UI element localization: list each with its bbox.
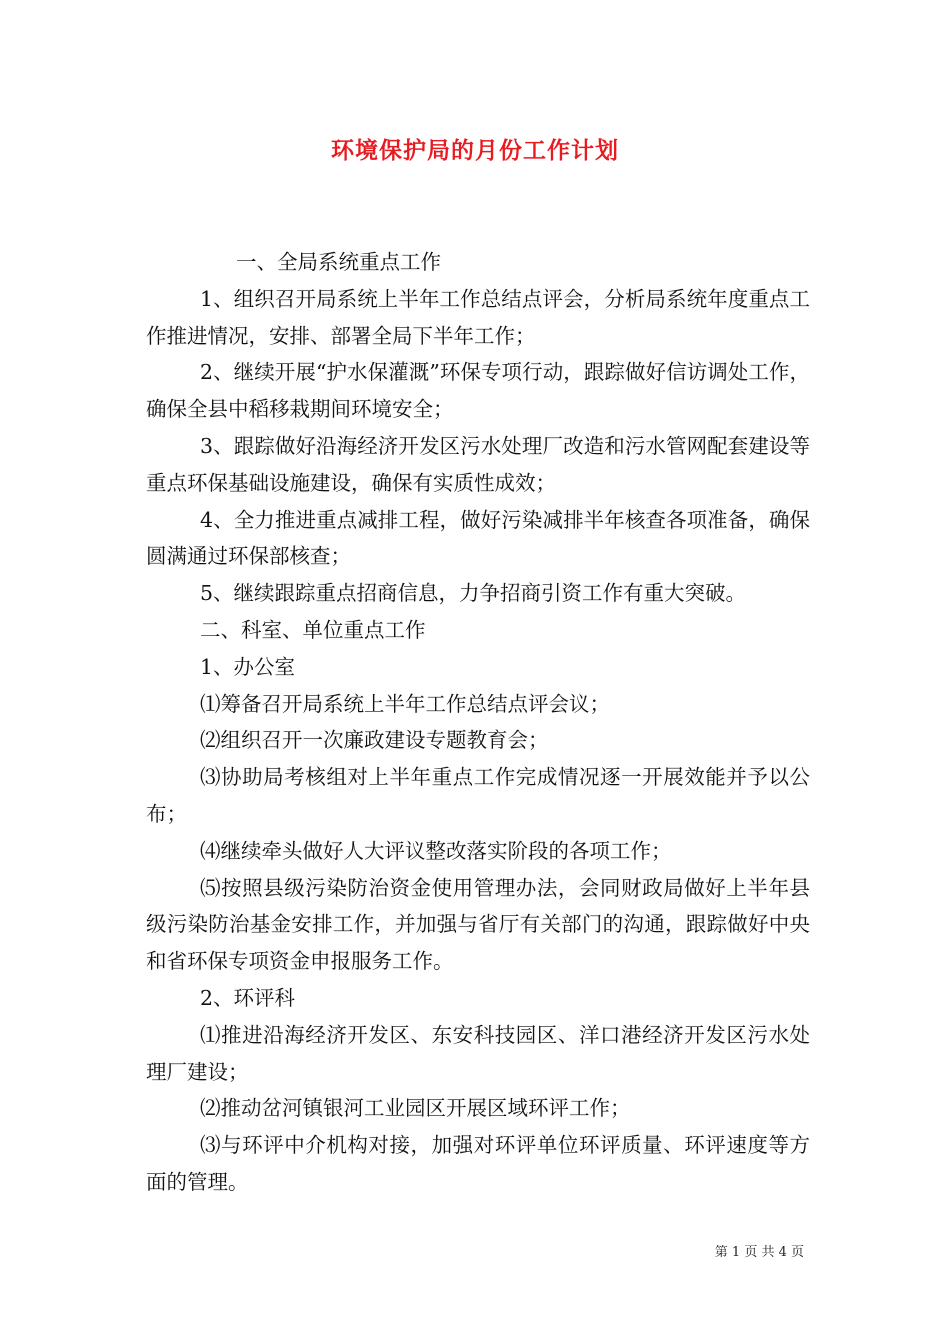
- paragraph: 4、全力推进重点减排工程，做好污染减排半年核查各项准备，确保圆满通过环保部核查；: [146, 507, 810, 569]
- list-item: ⑵组织召开一次廉政建设专题教育会；: [200, 728, 549, 753]
- paragraph: 2、继续开展“护水保灌溉”环保专项行动，跟踪做好信访调处工作，确保全县中稻移栽期间环境安全；: [146, 360, 810, 422]
- list-item: ⑸按照县级污染防治资金使用管理办法，会同财政局做好上半年县级污染防治基金安排工作，并加强与省厅有关部门的沟通，跟踪做好中央和省环保专项资金申报服务工作。: [146, 875, 810, 974]
- section-heading: 一、全局系统重点工作: [236, 250, 441, 274]
- list-item: ⑵推动岔河镇银河工业园区开展区域环评工作；: [200, 1096, 631, 1121]
- page-number: 第 1 页 共 4 页: [714, 1245, 804, 1260]
- list-item: ⑶协助局考核组对上半年重点工作完成情况逐一开展效能并予以公布；: [146, 765, 810, 826]
- paragraph: 1、组织召开局系统上半年工作总结点评会，分析局系统年度重点工作推进情况，安排、部署全局下半年工作；: [146, 286, 810, 348]
- list-item: ⑷继续牵头做好人大评议整改落实阶段的各项工作；: [200, 838, 672, 863]
- paragraph: 3、跟踪做好沿海经济开发区污水处理厂改造和污水管网配套建设等重点环保基础设施建设，确保有实质性成效；: [146, 433, 810, 495]
- list-item: ⑴筹备召开局系统上半年工作总结点评会议；: [200, 691, 610, 716]
- document-body: [146, 244, 810, 1201]
- list-item: ⑴推进沿海经济开发区、东安科技园区、洋口港经济开发区污水处理厂建设；: [146, 1022, 810, 1084]
- document-title: 环境保护局的月份工作计划: [331, 137, 619, 164]
- paragraph: 5、继续跟踪重点招商信息，力争招商引资工作有重大突破。: [200, 581, 747, 606]
- section-heading: 二、科室、单位重点工作: [200, 617, 426, 642]
- subsection-heading: 1、办公室: [200, 654, 296, 679]
- subsection-heading: 2、环评科: [200, 985, 296, 1010]
- list-item: ⑶与环评中介机构对接，加强对环评单位环评质量、环评速度等方面的管理。: [146, 1133, 810, 1194]
